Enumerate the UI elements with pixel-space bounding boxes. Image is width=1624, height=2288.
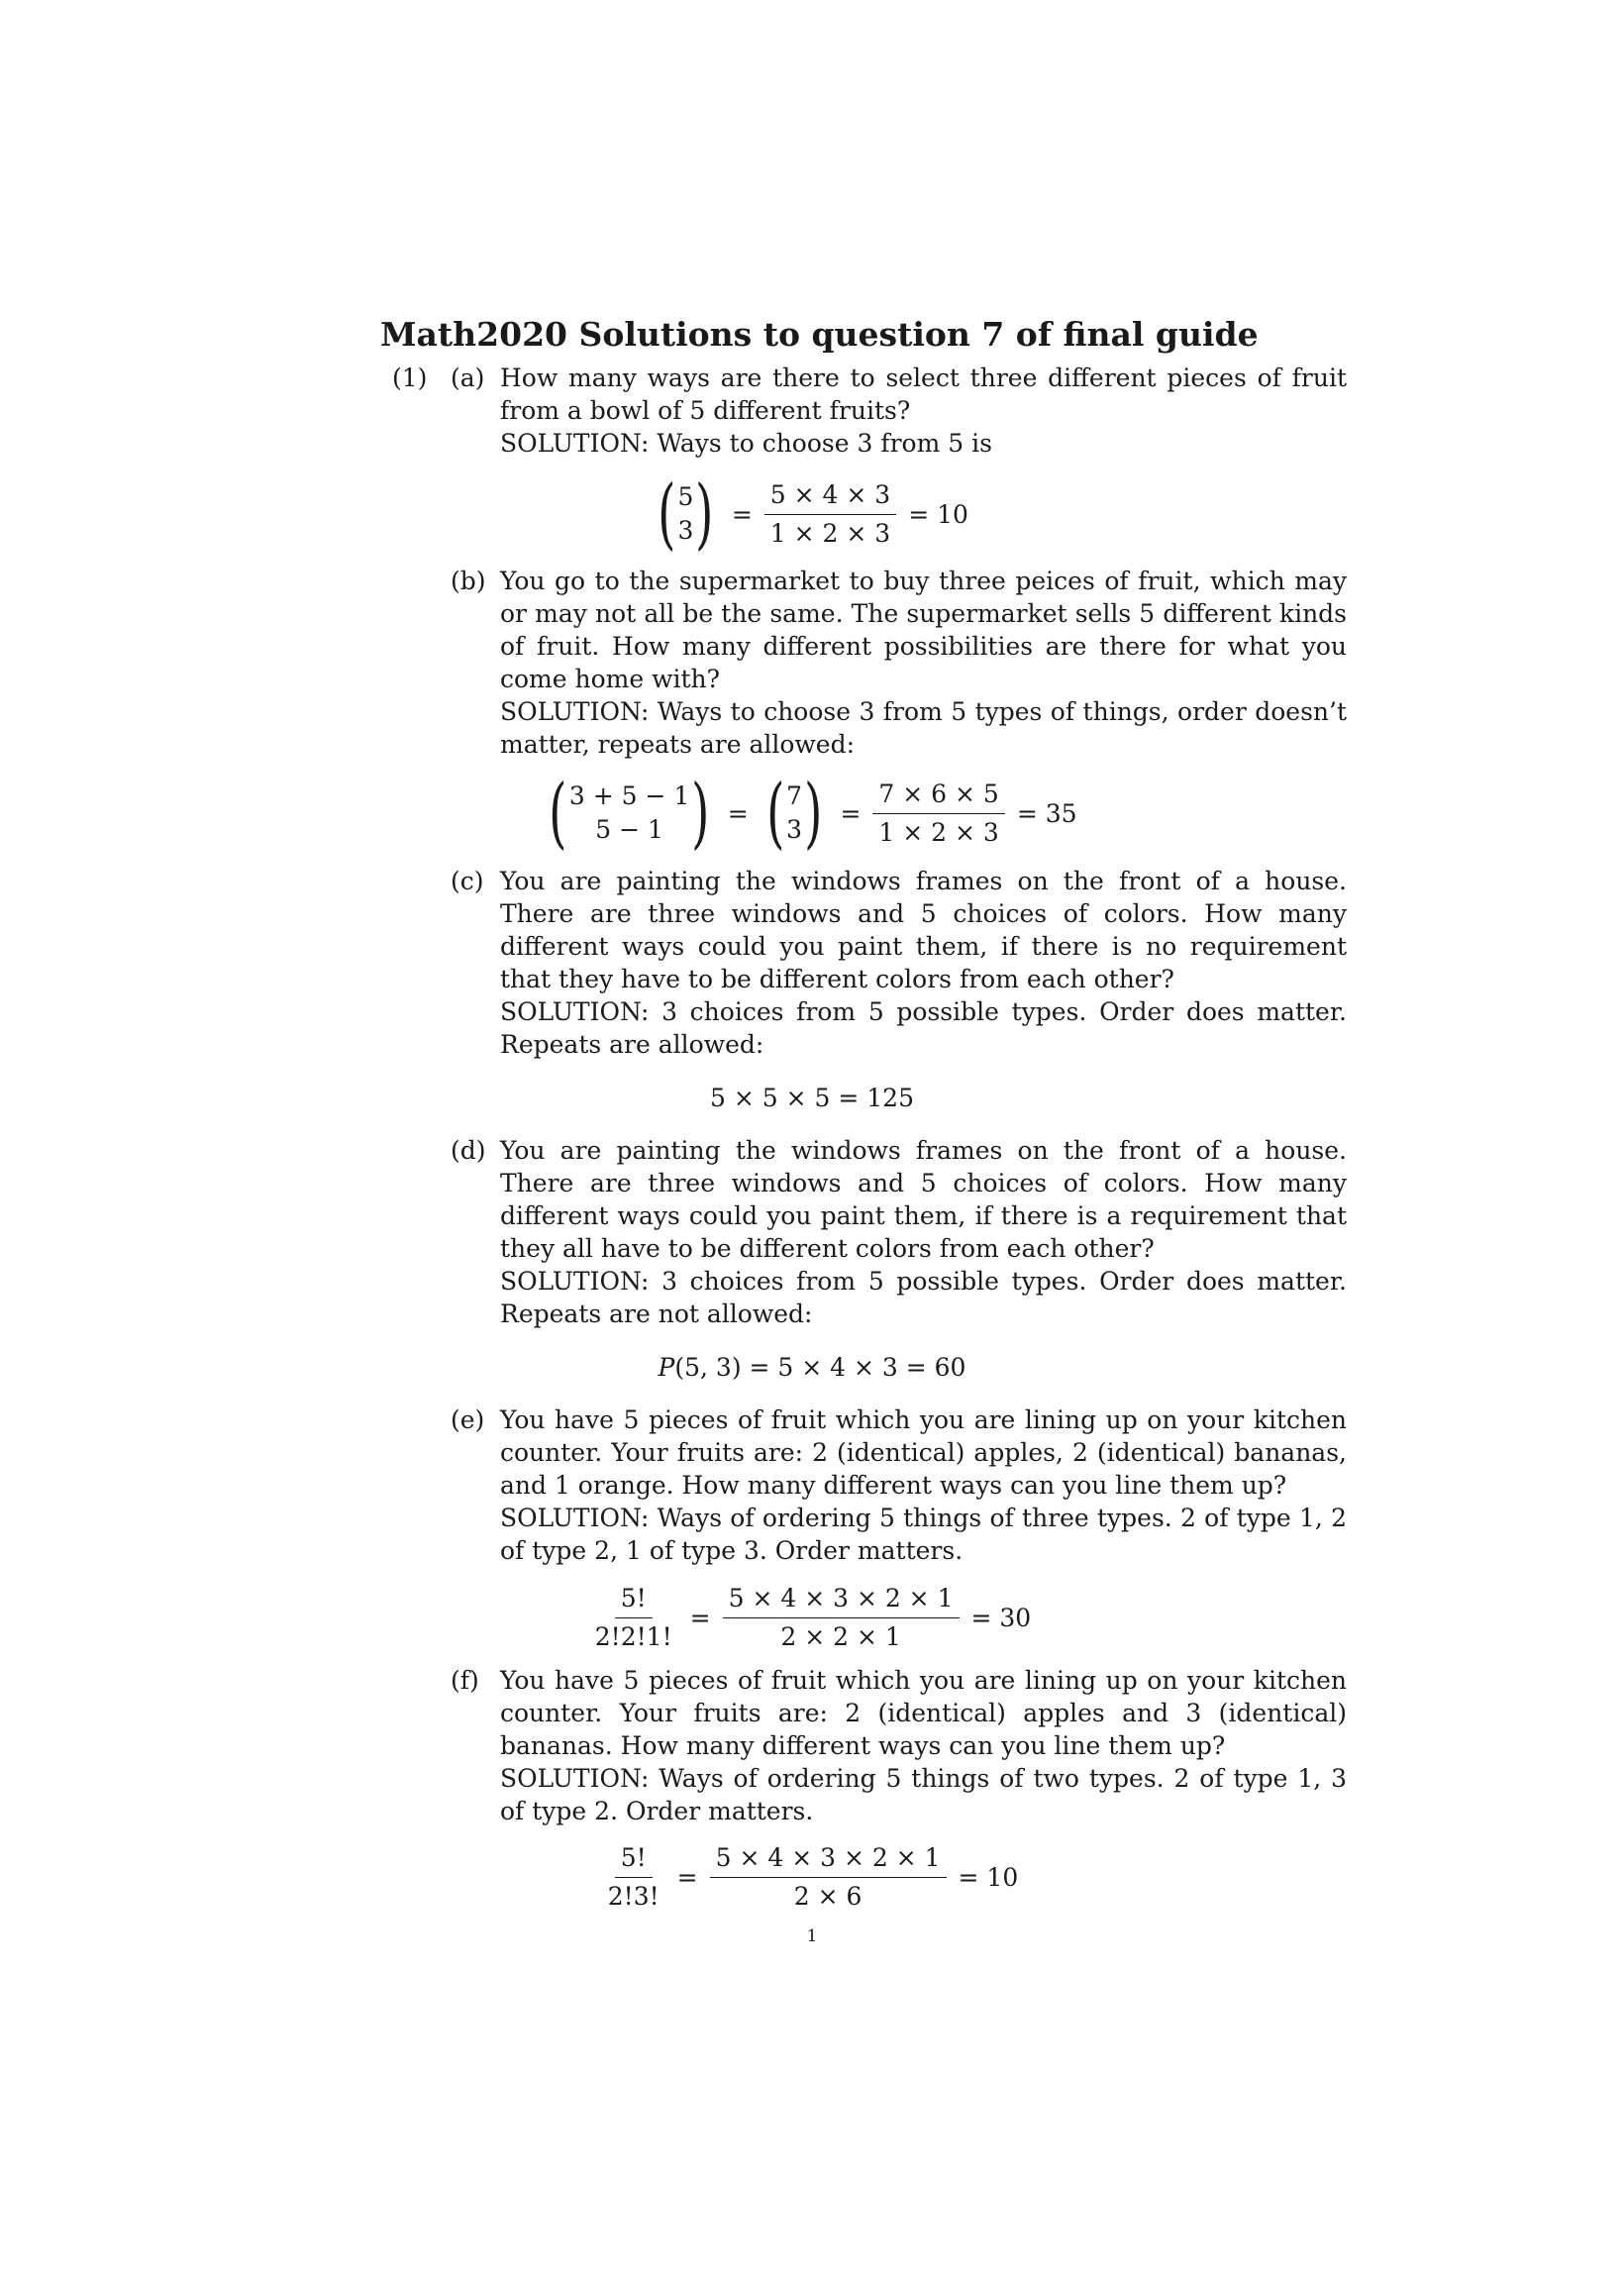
- binomial: ( 5 3 ): [658, 469, 714, 559]
- part-e-equation: $\frac{5!}{2!2!1!}$ = $\frac{5 \times 4 \times 3 \times 2 \times 1}{2 \times 2 \times 1}$ = 30: [0, 1580, 1624, 1655]
- part-e-solution: SOLUTION: Ways of ordering 5 things of three types. 2 of type 1, 2 of type 2, 1 of type 3. Order matters.: [500, 1504, 1347, 1565]
- part-c-equation: 5 × 5 × 5 = 125: [710, 1083, 914, 1112]
- part-e-body: [500, 1404, 1347, 1567]
- part-f-solution: SOLUTION: Ways of ordering 5 things of two types. 2 of type 1, 3 of type 2. Order matters.: [500, 1764, 1347, 1825]
- fraction: $\frac{5!}{2!3!}$: [607, 1842, 660, 1911]
- part-f-question: You have 5 pieces of fruit which you are lining up on your kitchen counter. Your fruits are: 2 (identical) apples and 3 (identical) bananas. How many different ways can you line them up?: [500, 1666, 1347, 1760]
- part-a-label: (a): [451, 364, 485, 392]
- part-b-label: (b): [451, 567, 486, 595]
- fraction: $\frac{5!}{2!2!1!}$: [594, 1583, 672, 1651]
- part-d-body: [500, 1134, 1347, 1330]
- part-d-solution: SOLUTION: 3 choices from 5 possible types. Order does matter. Repeats are not allowed:: [500, 1267, 1347, 1328]
- page-title: Math2020 Solutions to question 7 of final guide: [380, 315, 1259, 354]
- part-a-equation: ( 5 3 ) = $\frac{5 \times 4 \times 3}{1 \times 2 \times 3}$ = 10: [0, 473, 1624, 555]
- fraction: $\frac{5 \times 4 \times 3}{1 \times 2 \times 3}$: [764, 480, 896, 549]
- part-f-equation: $\frac{5!}{2!3!}$ = $\frac{5 \times 4 \times 3 \times 2 \times 1}{2 \times 6}$ = 10: [0, 1839, 1624, 1915]
- fraction: $\frac{7 \times 6 \times 5}{1 \times 2 \times 3}$: [872, 780, 1004, 848]
- part-d-label: (d): [451, 1136, 486, 1165]
- part-c-solution: SOLUTION: 3 choices from 5 possible types. Order does matter. Repeats are allowed:: [500, 997, 1347, 1059]
- part-a-body: [500, 362, 1347, 460]
- part-a-solution: SOLUTION: Ways to choose 3 from 5 is: [500, 429, 992, 458]
- part-b-equation: ( 3 + 5 − 1 5 − 1 ) = ( 7 3 ) = $\frac{7 \times 6 \times 5}{1 \times 2 \times 3}$ = 35: [0, 773, 1624, 854]
- question-number: (1): [392, 364, 428, 392]
- fraction: $\frac{5 \times 4 \times 3 \times 2 \times 1}{2 \times 2 \times 1}$: [723, 1584, 960, 1652]
- part-e-label: (e): [451, 1405, 485, 1434]
- part-d-equation: P (5, 3) = 5 × 4 × 3 = 60: [658, 1352, 966, 1382]
- binomial: ( 7 3 ): [765, 769, 823, 858]
- part-c-label: (c): [451, 867, 484, 895]
- binomial: ( 3 + 5 − 1 5 − 1 ): [549, 769, 710, 858]
- part-c-question: You are painting the windows frames on the front of a house. There are three windows and 5 choices of colors. How many different ways could you paint them, if there is no requirement that they have to be different colors from each other?: [500, 867, 1347, 993]
- part-e-question: You have 5 pieces of fruit which you are lining up on your kitchen counter. Your fruits are: 2 (identical) apples, 2 (identical) bananas, and 1 orange. How many different ways can you line them up?: [500, 1405, 1347, 1500]
- part-c-body: [500, 865, 1347, 1061]
- part-f-label: (f): [451, 1666, 479, 1695]
- fraction: $\frac{5 \times 4 \times 3 \times 2 \times 1}{2 \times 6}$: [710, 1843, 947, 1912]
- page-number: 1: [806, 1926, 818, 1946]
- part-d-question: You are painting the windows frames on the front of a house. There are three windows and 5 choices of colors. How many different ways could you paint them, if there is a requirement that they all have to be different colors from each other?: [500, 1136, 1347, 1263]
- part-b-body: [500, 565, 1347, 761]
- part-f-body: [500, 1664, 1347, 1827]
- part-b-solution: SOLUTION: Ways to choose 3 from 5 types of things, order doesn’t matter, repeats are allowed:: [500, 697, 1347, 759]
- part-a-question: How many ways are there to select three different pieces of fruit from a bowl of 5 different fruits?: [500, 364, 1347, 425]
- part-b-question: You go to the supermarket to buy three peices of fruit, which may or may not all be the same. The supermarket sells 5 different kinds of fruit. How many different possibilities are there for what you come home with?: [500, 567, 1347, 693]
